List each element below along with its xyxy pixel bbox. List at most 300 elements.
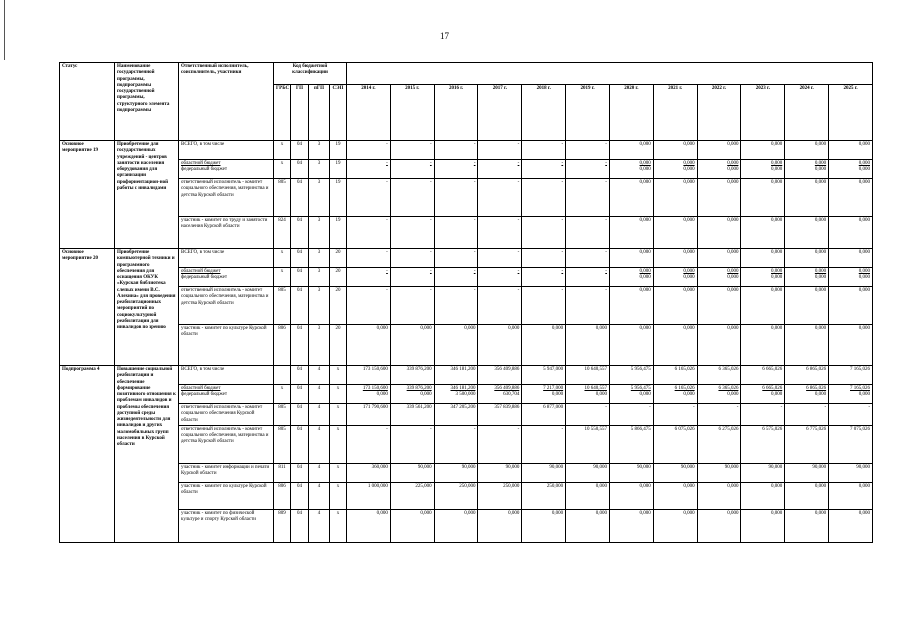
- value-cell: [478, 179, 522, 217]
- value: 0,000: [376, 510, 388, 516]
- executor-cell: [179, 482, 274, 509]
- value: 90,000: [680, 464, 695, 470]
- value-cell: [653, 425, 697, 463]
- value-2: 0,000: [814, 275, 827, 281]
- executor-cell: [179, 366, 274, 385]
- code-cell: 3: [309, 249, 330, 268]
- code-cell: 04: [291, 217, 309, 249]
- block-name: Повышение социальной реабилитации и обеспечение формирование позитивного отношения к проблемам инвалидов и проблемы обеспечения доступной среды жизнедеятельности для инвалидов и других маломобильных групп населения в Курской области: [115, 366, 179, 543]
- value-cell: [347, 366, 391, 385]
- value-cell: [390, 482, 434, 509]
- value-cell: [347, 385, 391, 404]
- value-cell: [390, 463, 434, 482]
- value-cell: [566, 249, 610, 268]
- value: -: [429, 142, 432, 147]
- value-cell: [697, 425, 741, 463]
- value: 0,000: [727, 288, 739, 293]
- value-cell: [390, 179, 434, 217]
- code-cell: 805: [274, 425, 291, 463]
- value: 0,000: [771, 326, 783, 331]
- value: -: [517, 269, 520, 274]
- value-cell: [741, 179, 785, 217]
- value: 6 365,026: [718, 367, 739, 372]
- code-cell: х: [330, 366, 347, 385]
- value-cell: [390, 141, 434, 160]
- value-cell: [653, 217, 697, 249]
- executor-label: ответственный исполнитель - комитет социального обеспечения, материнства и детства Курской области: [181, 180, 269, 198]
- value: 90,000: [549, 464, 564, 470]
- value: -: [473, 180, 476, 185]
- value-cell: [785, 179, 829, 217]
- value-cell: [829, 217, 873, 249]
- value-2: 0,000: [551, 392, 564, 398]
- header-year-2: 2016 г.: [434, 85, 478, 141]
- value: 0,000: [639, 483, 651, 489]
- value: -: [517, 161, 520, 166]
- executor-label: ВСЕГО, в том числе: [181, 142, 225, 147]
- executor-label: ВСЕГО, в том числе: [181, 367, 225, 372]
- value-cell: [347, 141, 391, 160]
- value-cell: [566, 463, 610, 482]
- value: 250,000: [503, 483, 520, 489]
- executor-label: ответственный исполнитель - комитет социального обеспечения Курской области: [181, 405, 263, 423]
- value: -: [429, 218, 432, 223]
- table-row: [60, 287, 873, 325]
- value: -: [386, 161, 388, 166]
- value-cell: [566, 179, 610, 217]
- block-status: Основное мероприятие 20: [60, 249, 115, 366]
- page-number: 17: [440, 31, 449, 41]
- value: -: [473, 161, 476, 166]
- value-2: 0,000: [683, 275, 695, 281]
- value: 0,000: [639, 180, 651, 185]
- value-cell: [697, 217, 741, 249]
- table-row: [60, 366, 873, 385]
- value-cell: [829, 509, 873, 542]
- executor-cell: [179, 179, 274, 217]
- value: 6 075,026: [674, 426, 695, 432]
- value-2: 3 500,000: [455, 392, 476, 398]
- value-cell: [741, 366, 785, 385]
- code-cell: 806: [274, 325, 291, 366]
- value-cell: [434, 385, 478, 404]
- value-cell: [434, 249, 478, 268]
- value: 7 075,026: [850, 426, 870, 432]
- value-cell: [522, 404, 566, 426]
- executor-cell: [179, 249, 274, 268]
- value-cell: [653, 385, 697, 404]
- value-cell: [434, 482, 478, 509]
- value-cell: [653, 249, 697, 268]
- code-cell: 4: [309, 482, 330, 509]
- value-cell: [829, 179, 873, 217]
- code-cell: 20: [330, 287, 347, 325]
- value: 225,000: [415, 483, 432, 489]
- value-cell: [390, 160, 434, 179]
- value-cell: [566, 141, 610, 160]
- value-cell: [609, 249, 653, 268]
- value-cell: [653, 160, 697, 179]
- value-2: 0,000: [639, 275, 651, 281]
- value-cell: [434, 325, 478, 366]
- value-cell: [653, 404, 697, 426]
- value: 0,000: [639, 288, 651, 293]
- code-cell: х: [330, 404, 347, 426]
- code-cell: 3: [309, 287, 330, 325]
- value-cell: [697, 160, 741, 179]
- value-cell: [829, 425, 873, 463]
- value: -: [386, 288, 388, 293]
- value-cell: [390, 425, 434, 463]
- executor-cell: [179, 141, 274, 160]
- value: 0,000: [727, 142, 739, 147]
- header-name: Наименование государственной программы, подпрограммы государственной программы, структурного элемента подпрограммы: [115, 63, 179, 141]
- value: 0,000: [814, 161, 827, 166]
- value: 0,000: [727, 269, 739, 274]
- value-cell: [347, 249, 391, 268]
- value-2: 0,000: [858, 275, 870, 281]
- value: 0,000: [814, 510, 827, 516]
- value: 90,000: [417, 464, 432, 470]
- value: 7 217,000: [543, 386, 564, 391]
- header-year-9: 2023 г.: [741, 85, 785, 141]
- value-cell: [609, 217, 653, 249]
- value: 346 181,200: [450, 386, 476, 391]
- value: -: [824, 405, 827, 410]
- block-status: Подпрограмма 4: [60, 366, 115, 543]
- value: 0,000: [595, 483, 607, 489]
- value-2: 0,000: [639, 392, 651, 398]
- value-cell: [522, 509, 566, 542]
- value: 0,000: [771, 483, 783, 489]
- code-cell: х: [274, 249, 291, 268]
- value-cell: [434, 160, 478, 179]
- header-year-11: 2025 г.: [829, 85, 873, 141]
- value-cell: [522, 287, 566, 325]
- value: 0,000: [771, 142, 783, 147]
- value: -: [561, 161, 564, 166]
- code-cell: х: [274, 385, 291, 404]
- value-cell: [434, 366, 478, 385]
- value: 0,000: [508, 326, 520, 331]
- value-cell: [609, 325, 653, 366]
- value: 0,000: [727, 510, 739, 516]
- value-cell: [478, 366, 522, 385]
- value: -: [473, 250, 476, 255]
- value: 0,000: [683, 510, 695, 516]
- code-cell: 3: [309, 141, 330, 160]
- value: 0,000: [727, 218, 739, 223]
- value: 0,000: [858, 180, 870, 185]
- executor-cell: [179, 325, 274, 366]
- value: -: [517, 180, 520, 185]
- value-cell: [653, 179, 697, 217]
- executor-cell: [179, 509, 274, 542]
- value-cell: [741, 463, 785, 482]
- value: 7 165,026: [850, 367, 870, 372]
- header-code-group: Код бюджетной классификации: [274, 63, 347, 85]
- value-cell: [522, 385, 566, 404]
- header-code-0: ГРБС: [274, 85, 291, 141]
- value-cell: [434, 509, 478, 542]
- executor-cell: [179, 385, 274, 404]
- value: -: [429, 288, 432, 293]
- value-cell: [390, 287, 434, 325]
- code-cell: 811: [274, 463, 291, 482]
- value: -: [517, 218, 520, 223]
- header-year-0: 2014 г.: [347, 85, 391, 141]
- value-cell: [478, 160, 522, 179]
- value-cell: [741, 268, 785, 287]
- header-executor: Ответственный исполнитель, соисполнитель, участники: [179, 63, 274, 141]
- value-2: 0,000: [771, 167, 783, 173]
- value-cell: [347, 404, 391, 426]
- value: -: [517, 288, 520, 293]
- code-cell: 809: [274, 509, 291, 542]
- value-cell: [347, 463, 391, 482]
- value: 6 665,026: [762, 367, 783, 372]
- value: 0,000: [683, 142, 695, 147]
- value: -: [605, 142, 607, 147]
- value-cell: [609, 141, 653, 160]
- value-2: 0,000: [771, 275, 783, 281]
- value-cell: [653, 366, 697, 385]
- value: -: [780, 405, 783, 410]
- value: -: [386, 250, 388, 255]
- code-cell: [274, 366, 291, 385]
- value-cell: [741, 141, 785, 160]
- header-year-1: 2015 г.: [390, 85, 434, 141]
- value: 356 409,886: [494, 386, 520, 391]
- value: -: [517, 426, 520, 432]
- value: -: [429, 269, 432, 274]
- code-cell: 04: [291, 160, 309, 179]
- code-cell: 04: [291, 287, 309, 325]
- value: -: [605, 405, 607, 410]
- value-cell: [390, 249, 434, 268]
- code-cell: 04: [291, 141, 309, 160]
- value-cell: [829, 404, 873, 426]
- value-cell: [566, 385, 610, 404]
- code-cell: х: [330, 425, 347, 463]
- value-cell: [785, 463, 829, 482]
- table-row: [60, 160, 873, 179]
- value: -: [561, 288, 564, 293]
- value-cell: [697, 249, 741, 268]
- value-cell: [434, 463, 478, 482]
- value: 6 165,026: [674, 386, 695, 391]
- executor-label: участник - комитет по труду и занятости населения Курской области: [181, 218, 268, 230]
- value: 0,000: [639, 269, 651, 274]
- header-code-1: ГП: [291, 85, 309, 141]
- header-year-7: 2021 г.: [653, 85, 697, 141]
- value: 5 956,475: [630, 386, 651, 391]
- value: 0,000: [420, 326, 432, 331]
- value-cell: [609, 404, 653, 426]
- value-cell: [785, 160, 829, 179]
- value: 339 876,200: [406, 367, 432, 372]
- value-cell: [434, 217, 478, 249]
- code-cell: 04: [291, 482, 309, 509]
- value: 90,000: [724, 464, 739, 470]
- executor-cell: [179, 425, 274, 463]
- code-cell: 806: [274, 482, 291, 509]
- executor-label-2: федеральный бюджет: [181, 275, 228, 281]
- value: -: [429, 426, 432, 432]
- value: -: [605, 161, 607, 166]
- value-cell: [478, 325, 522, 366]
- value: 0,000: [814, 326, 827, 331]
- value: 0,000: [771, 218, 783, 223]
- code-cell: 04: [291, 425, 309, 463]
- value: -: [605, 218, 607, 223]
- code-cell: 3: [309, 179, 330, 217]
- code-cell: 4: [309, 385, 330, 404]
- value-cell: [390, 366, 434, 385]
- value: -: [561, 180, 564, 185]
- value: -: [386, 142, 388, 147]
- value-cell: [478, 249, 522, 268]
- value: -: [561, 269, 564, 274]
- code-cell: 04: [291, 249, 309, 268]
- value-cell: [566, 404, 610, 426]
- value-cell: [697, 179, 741, 217]
- value: 339 561,200: [406, 405, 432, 410]
- value-cell: [785, 366, 829, 385]
- executor-label: ответственный исполнитель - комитет социального обеспечения, материнства и детства Курской области: [181, 288, 269, 306]
- value-cell: [566, 325, 610, 366]
- value: -: [473, 218, 476, 223]
- value: -: [605, 250, 607, 255]
- code-cell: 04: [291, 268, 309, 287]
- value-cell: [566, 482, 610, 509]
- value-cell: [741, 160, 785, 179]
- value-cell: [653, 482, 697, 509]
- value-cell: [478, 141, 522, 160]
- value: 173 150,600: [362, 386, 388, 391]
- value-cell: [609, 160, 653, 179]
- table-row: [60, 509, 873, 542]
- value: 6 365,026: [718, 386, 739, 391]
- table-row: [60, 268, 873, 287]
- value-2: 0,000: [814, 392, 827, 398]
- code-cell: 19: [330, 141, 347, 160]
- code-cell: 805: [274, 179, 291, 217]
- value-cell: [478, 509, 522, 542]
- value-cell: [785, 325, 829, 366]
- value: 0,000: [683, 326, 695, 331]
- value-cell: [390, 268, 434, 287]
- header-row-1: [60, 63, 873, 85]
- value: 0,000: [683, 161, 695, 166]
- value: 0,000: [727, 180, 739, 185]
- executor-label: ВСЕГО, в том числе: [181, 250, 225, 255]
- value: 0,000: [771, 161, 783, 166]
- value-cell: [522, 249, 566, 268]
- value-cell: [741, 509, 785, 542]
- table-row: [60, 404, 873, 426]
- value: 0,000: [683, 483, 695, 489]
- value-2: 0,000: [727, 275, 739, 281]
- value-cell: [522, 425, 566, 463]
- header-year-3: 2017 г.: [478, 85, 522, 141]
- value: 0,000: [727, 250, 739, 255]
- value: -: [386, 180, 388, 185]
- code-cell: 805: [274, 404, 291, 426]
- executor-cell: [179, 463, 274, 482]
- value: -: [868, 405, 870, 410]
- value-cell: [829, 325, 873, 366]
- value-cell: [785, 268, 829, 287]
- value-2: 0,000: [858, 392, 870, 398]
- value-cell: [697, 482, 741, 509]
- value: 0,000: [595, 510, 607, 516]
- table-row: [60, 385, 873, 404]
- value-cell: [741, 404, 785, 426]
- value-cell: [522, 325, 566, 366]
- value: 90,000: [768, 464, 783, 470]
- value-cell: [478, 482, 522, 509]
- value-cell: [653, 268, 697, 287]
- value-cell: [829, 141, 873, 160]
- value-cell: [697, 404, 741, 426]
- code-cell: 04: [291, 179, 309, 217]
- value-cell: [522, 366, 566, 385]
- code-cell: 3: [309, 217, 330, 249]
- value-cell: [697, 287, 741, 325]
- value-cell: [609, 463, 653, 482]
- code-cell: 04: [291, 509, 309, 542]
- value-cell: [434, 425, 478, 463]
- value: -: [386, 426, 388, 432]
- value-cell: [829, 482, 873, 509]
- value: 0,000: [464, 326, 476, 331]
- value-cell: [522, 141, 566, 160]
- value-cell: [653, 509, 697, 542]
- code-cell: 04: [291, 463, 309, 482]
- value: 347 205,200: [450, 405, 476, 410]
- value-cell: [697, 325, 741, 366]
- value-cell: [609, 385, 653, 404]
- value: 0,000: [814, 180, 827, 185]
- value: -: [561, 218, 564, 223]
- value-cell: [347, 217, 391, 249]
- value: 0,000: [814, 250, 827, 255]
- code-cell: 04: [291, 325, 309, 366]
- value-cell: [609, 509, 653, 542]
- value-cell: [434, 179, 478, 217]
- value-cell: [609, 268, 653, 287]
- value: 6 665,026: [762, 386, 783, 391]
- value-cell: [522, 160, 566, 179]
- value-cell: [347, 160, 391, 179]
- value: 5 947,000: [543, 367, 564, 372]
- header-year-4: 2018 г.: [522, 85, 566, 141]
- executor-cell: [179, 404, 274, 426]
- value-cell: [347, 325, 391, 366]
- budget-table: [59, 62, 873, 543]
- executor-label: областной бюджет: [181, 386, 221, 391]
- value: 0,000: [639, 250, 651, 255]
- code-cell: 3: [309, 325, 330, 366]
- value: 0,000: [814, 288, 827, 293]
- value-cell: [829, 268, 873, 287]
- value: 0,000: [814, 142, 827, 147]
- value: 171 790,600: [362, 405, 388, 410]
- table-row: [60, 249, 873, 268]
- value: -: [605, 180, 607, 185]
- value: -: [386, 269, 388, 274]
